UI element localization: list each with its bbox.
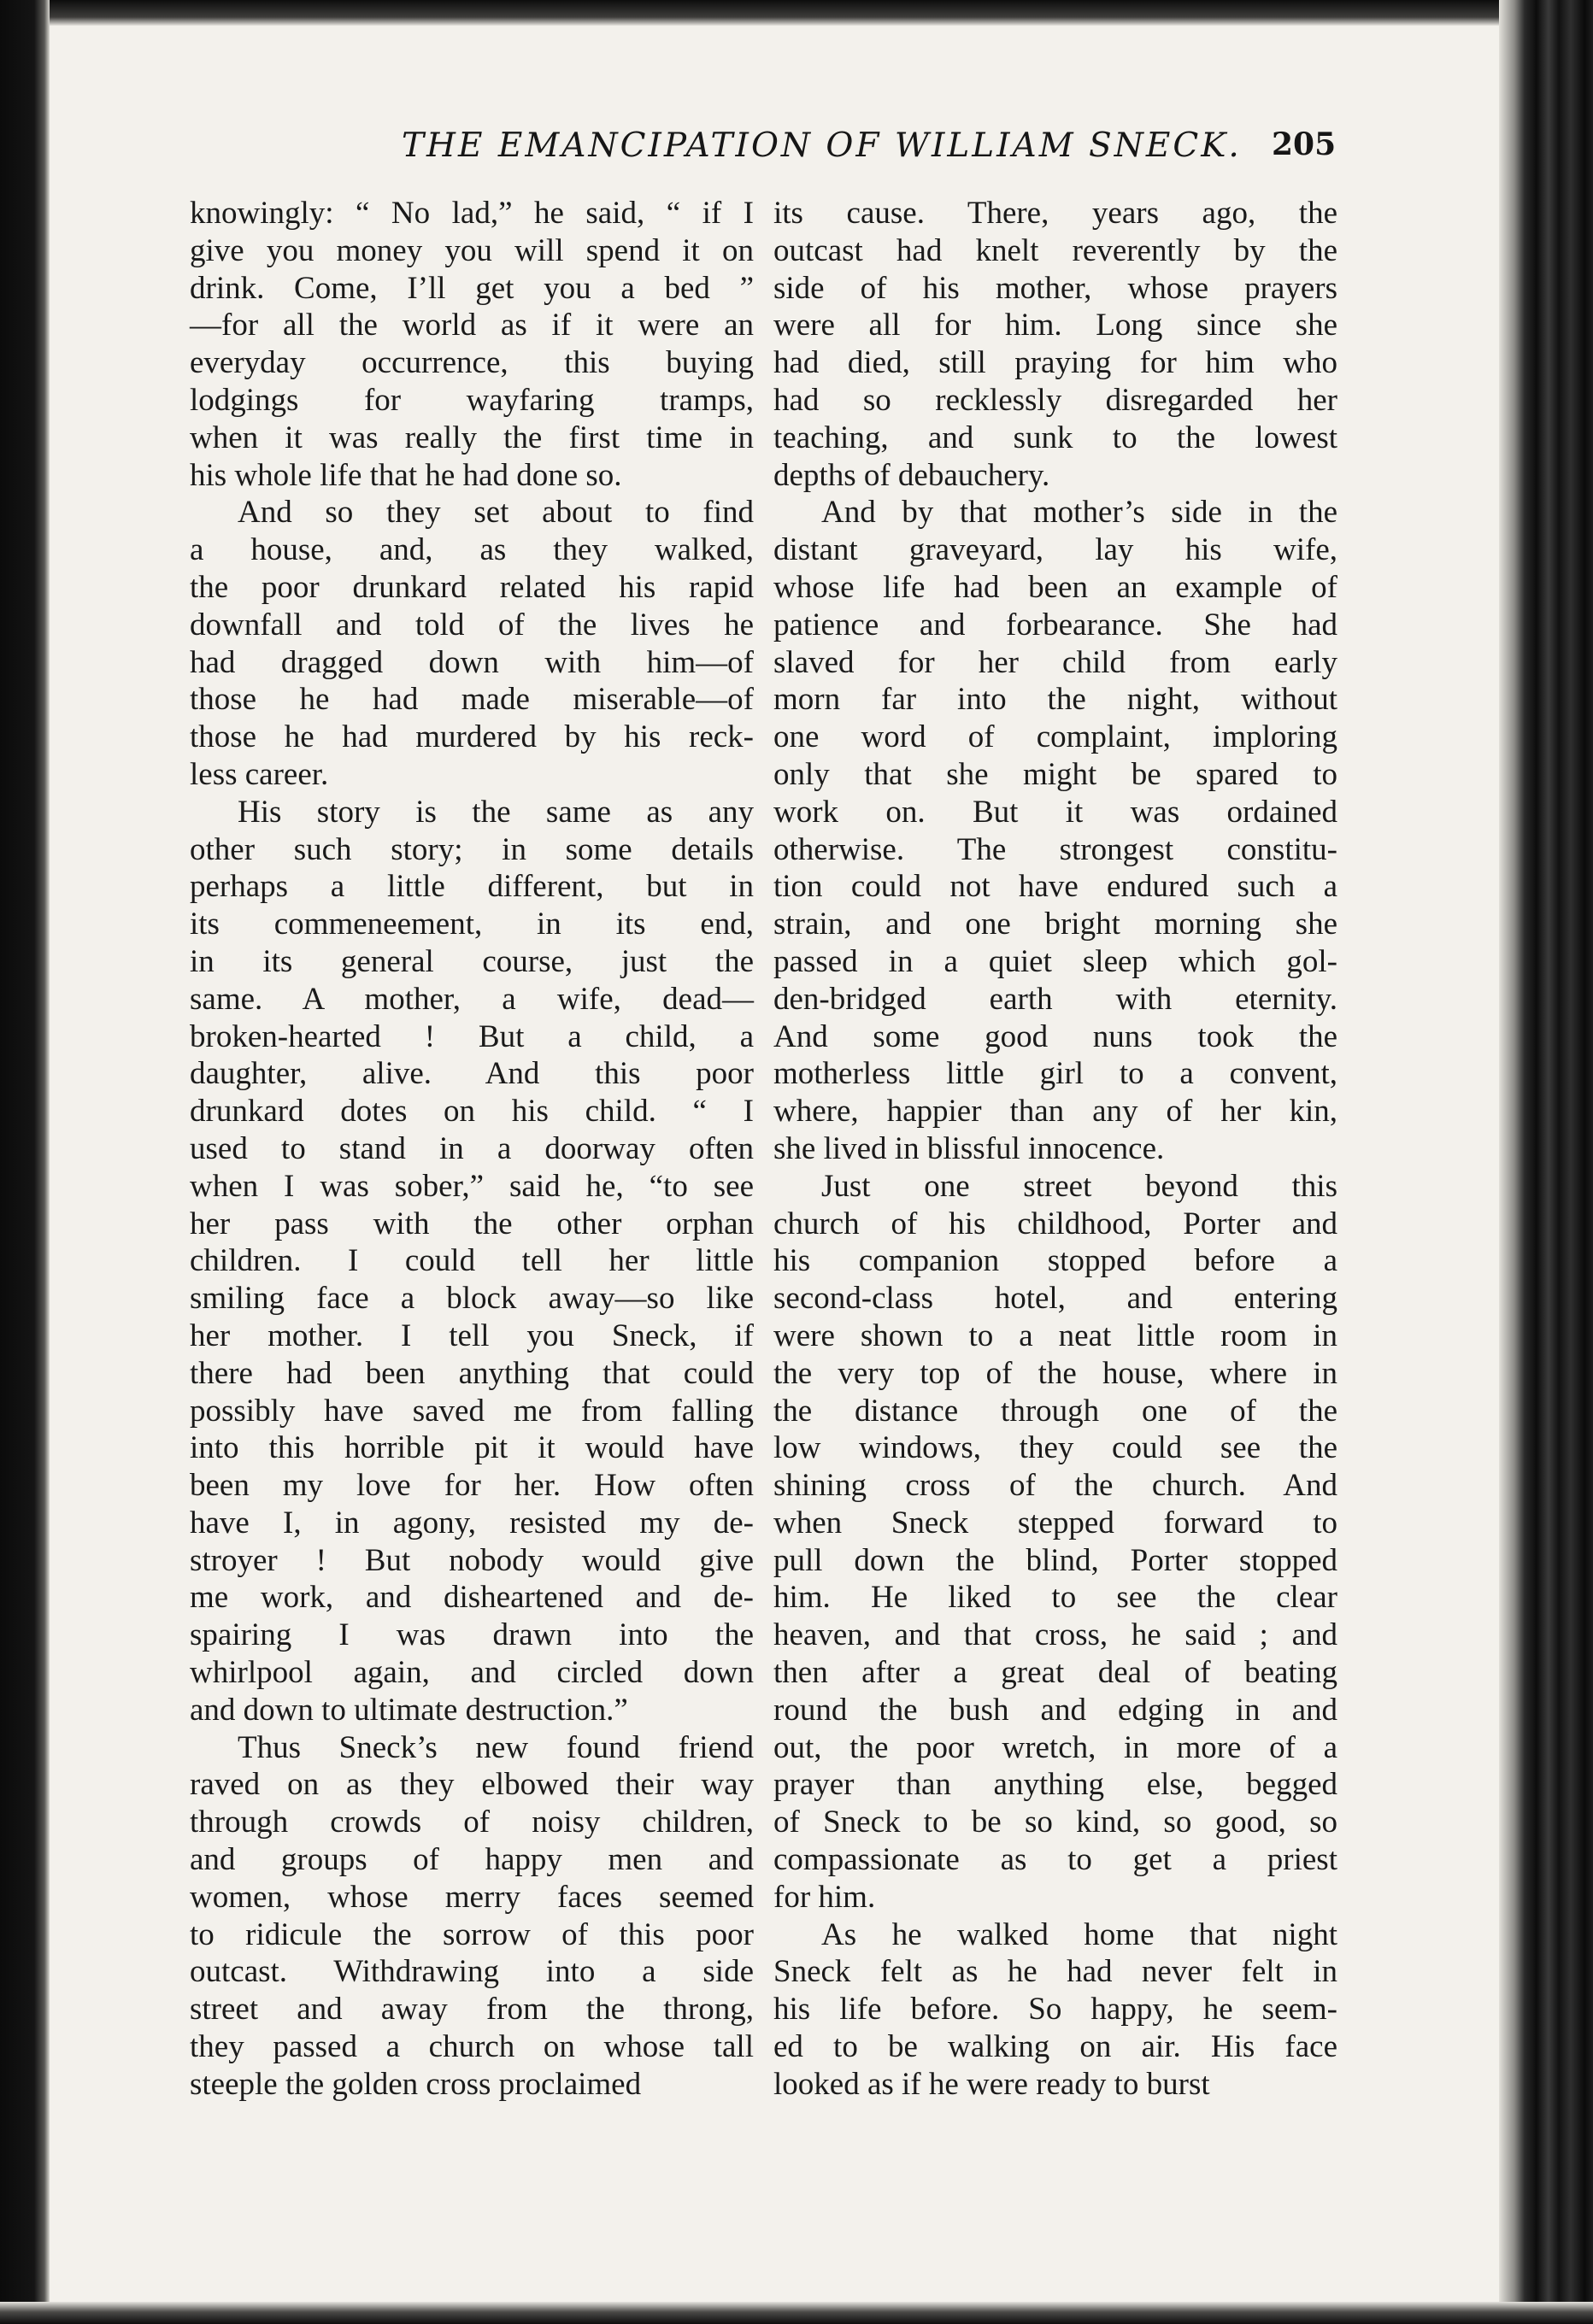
- text-line: had died, still praying for him who: [773, 345, 1337, 381]
- text-line: her pass with the other orphan: [190, 1206, 754, 1241]
- text-line: broken-hearted ! But a child, a: [190, 1018, 754, 1054]
- text-line: possibly have saved me from falling: [190, 1393, 754, 1429]
- text-line: motherless little girl to a convent,: [773, 1056, 1337, 1092]
- text-line: perhaps a little different, but in: [190, 869, 754, 905]
- right-column: [773, 195, 1337, 2104]
- paragraph: [190, 794, 754, 1729]
- text-line: pull down the blind, Porter stopped: [773, 1542, 1337, 1578]
- text-line: out, the poor wretch, in more of a: [773, 1729, 1337, 1765]
- text-line: the poor drunkard related his rapid: [190, 569, 754, 605]
- text-line: when it was really the first time in: [190, 420, 754, 455]
- text-line: me work, and disheartened and de-: [190, 1580, 754, 1616]
- text-line: passed in a quiet sleep which gol-: [773, 943, 1337, 979]
- text-line: As he walked home that night: [821, 1916, 1337, 1952]
- text-line: strain, and one bright morning she: [773, 907, 1337, 942]
- text-line: ed to be walking on air. His face: [773, 2029, 1337, 2065]
- text-line: only that she might be spared to: [773, 756, 1337, 792]
- text-line: were all for him. Long since she: [773, 308, 1337, 343]
- text-line: prayer than anything else, begged: [773, 1767, 1337, 1803]
- text-line: the distance through one of the: [773, 1393, 1337, 1429]
- text-line: have I, in agony, resisted my de-: [190, 1505, 754, 1541]
- text-line: distant graveyard, lay his wife,: [773, 532, 1337, 568]
- text-line: outcast. Withdrawing into a side: [190, 1954, 754, 1990]
- text-line: work on. But it was ordained: [773, 794, 1337, 830]
- text-line: downfall and told of the lives he: [190, 607, 754, 643]
- text-line: And so they set about to find: [238, 495, 754, 531]
- text-line: in its general course, just the: [190, 943, 754, 979]
- text-line: church of his childhood, Porter and: [773, 1206, 1337, 1241]
- paragraph: [773, 1916, 1337, 2104]
- text-line: into this horrible pit it would have: [190, 1430, 754, 1466]
- text-line: other such story; in some details: [190, 831, 754, 867]
- text-line: she lived in blissful innocence.: [773, 1130, 1165, 1166]
- text-line: steeple the golden cross proclaimed: [190, 2066, 642, 2102]
- text-line: Sneck felt as he had never felt in: [773, 1954, 1337, 1990]
- text-line: teaching, and sunk to the lowest: [773, 420, 1337, 455]
- paragraph: [190, 195, 754, 494]
- text-line: heaven, and that cross, he said ; and: [773, 1617, 1337, 1653]
- text-line: stroyer ! But nobody would give: [190, 1542, 754, 1578]
- text-line: of Sneck to be so kind, so good, so: [773, 1805, 1337, 1840]
- text-line: looked as if he were ready to burst: [773, 2066, 1210, 2102]
- text-line: same. A mother, a wife, dead—: [190, 981, 754, 1017]
- text-line: and groups of happy men and: [190, 1842, 754, 1878]
- page-edge-right: [1499, 0, 1593, 2324]
- text-line: then after a great deal of beating: [773, 1655, 1337, 1691]
- page-number: 205: [1272, 126, 1337, 162]
- text-line: had so recklessly disregarded her: [773, 382, 1337, 418]
- paragraph: [190, 1729, 754, 2104]
- paragraph: [773, 195, 1337, 494]
- text-line: spairing I was drawn into the: [190, 1617, 754, 1653]
- text-line: had dragged down with him—of: [190, 644, 754, 680]
- text-line: daughter, alive. And this poor: [190, 1056, 754, 1092]
- text-line: drunkard dotes on his child. “ I: [190, 1094, 754, 1130]
- text-line: his companion stopped before a: [773, 1243, 1337, 1279]
- text-line: when I was sober,” said he, “to see: [190, 1168, 754, 1204]
- page-edge-left: [0, 0, 50, 2324]
- text-line: those he had made miserable—of: [190, 682, 754, 718]
- text-line: slaved for her child from early: [773, 644, 1337, 680]
- text-line: otherwise. The strongest constitu-: [773, 831, 1337, 867]
- text-line: And by that mother’s side in the: [821, 495, 1337, 531]
- text-line: when Sneck stepped forward to: [773, 1505, 1337, 1541]
- text-line: the very top of the house, where in: [773, 1355, 1337, 1391]
- text-line: raved on as they elbowed their way: [190, 1767, 754, 1803]
- text-line: And some good nuns took the: [773, 1018, 1337, 1054]
- text-line: her mother. I tell you Sneck, if: [190, 1318, 754, 1353]
- text-line: round the bush and edging in and: [773, 1692, 1337, 1728]
- text-line: were shown to a neat little room in: [773, 1318, 1337, 1353]
- text-line: those he had murdered by his reck-: [190, 719, 754, 755]
- text-line: and down to ultimate destruction.”: [190, 1692, 628, 1728]
- text-line: his life before. So happy, he seem-: [773, 1992, 1337, 2028]
- page-edge-bottom: [0, 2302, 1593, 2324]
- text-line: side of his mother, whose prayers: [773, 270, 1337, 306]
- text-line: smiling face a block away—so like: [190, 1281, 754, 1317]
- text-line: through crowds of noisy children,: [190, 1805, 754, 1840]
- text-line: they passed a church on whose tall: [190, 2029, 754, 2065]
- text-line: give you money you will spend it on: [190, 232, 754, 268]
- text-line: whirlpool again, and circled down: [190, 1655, 754, 1691]
- text-line: outcast had knelt reverently by the: [773, 232, 1337, 268]
- text-line: him. He liked to see the clear: [773, 1580, 1337, 1616]
- text-line: for him.: [773, 1879, 876, 1915]
- text-line: a house, and, as they walked,: [190, 532, 754, 568]
- text-line: morn far into the night, without: [773, 682, 1337, 718]
- text-line: its cause. There, years ago, the: [773, 196, 1337, 231]
- text-line: shining cross of the church. And: [773, 1468, 1337, 1504]
- left-column: [190, 195, 754, 2104]
- paragraph: [190, 494, 754, 793]
- text-line: used to stand in a doorway often: [190, 1130, 754, 1166]
- text-line: depths of debauchery.: [773, 457, 1050, 493]
- text-line: tion could not have endured such a: [773, 869, 1337, 905]
- text-line: low windows, they could see the: [773, 1430, 1337, 1466]
- text-line: His story is the same as any: [238, 794, 754, 830]
- text-line: less career.: [190, 756, 329, 792]
- text-line: its commeneement, in its end,: [190, 907, 754, 942]
- text-line: second-class hotel, and entering: [773, 1281, 1337, 1317]
- text-line: den-bridged earth with eternity.: [773, 981, 1337, 1017]
- text-line: where, happier than any of her kin,: [773, 1094, 1337, 1130]
- text-line: there had been anything that could: [190, 1355, 754, 1391]
- text-line: Thus Sneck’s new found friend: [238, 1729, 754, 1765]
- text-line: his whole life that he had done so.: [190, 457, 622, 493]
- text-line: patience and forbearance. She had: [773, 607, 1337, 643]
- text-line: drink. Come, I’ll get you a bed ”: [190, 270, 754, 306]
- text-line: —for all the world as if it were an: [190, 308, 754, 343]
- paragraph: [773, 1168, 1337, 1916]
- text-line: compassionate as to get a priest: [773, 1842, 1337, 1878]
- text-line: women, whose merry faces seemed: [190, 1879, 754, 1915]
- text-line: one word of complaint, imploring: [773, 719, 1337, 755]
- text-line: lodgings for wayfaring tramps,: [190, 382, 754, 418]
- text-line: Just one street beyond this: [821, 1168, 1337, 1204]
- paragraph: [773, 494, 1337, 1167]
- text-line: to ridicule the sorrow of this poor: [190, 1916, 754, 1952]
- text-line: been my love for her. How often: [190, 1468, 754, 1504]
- text-line: everyday occurrence, this buying: [190, 345, 754, 381]
- text-line: street and away from the throng,: [190, 1992, 754, 2028]
- text-line: knowingly: “ No lad,” he said, “ if I: [190, 196, 754, 231]
- running-head: THE EMANCIPATION OF WILLIAM SNECK.: [402, 126, 1242, 165]
- page-edge-top: [0, 0, 1593, 26]
- text-line: children. I could tell her little: [190, 1243, 754, 1279]
- text-line: whose life had been an example of: [773, 569, 1337, 605]
